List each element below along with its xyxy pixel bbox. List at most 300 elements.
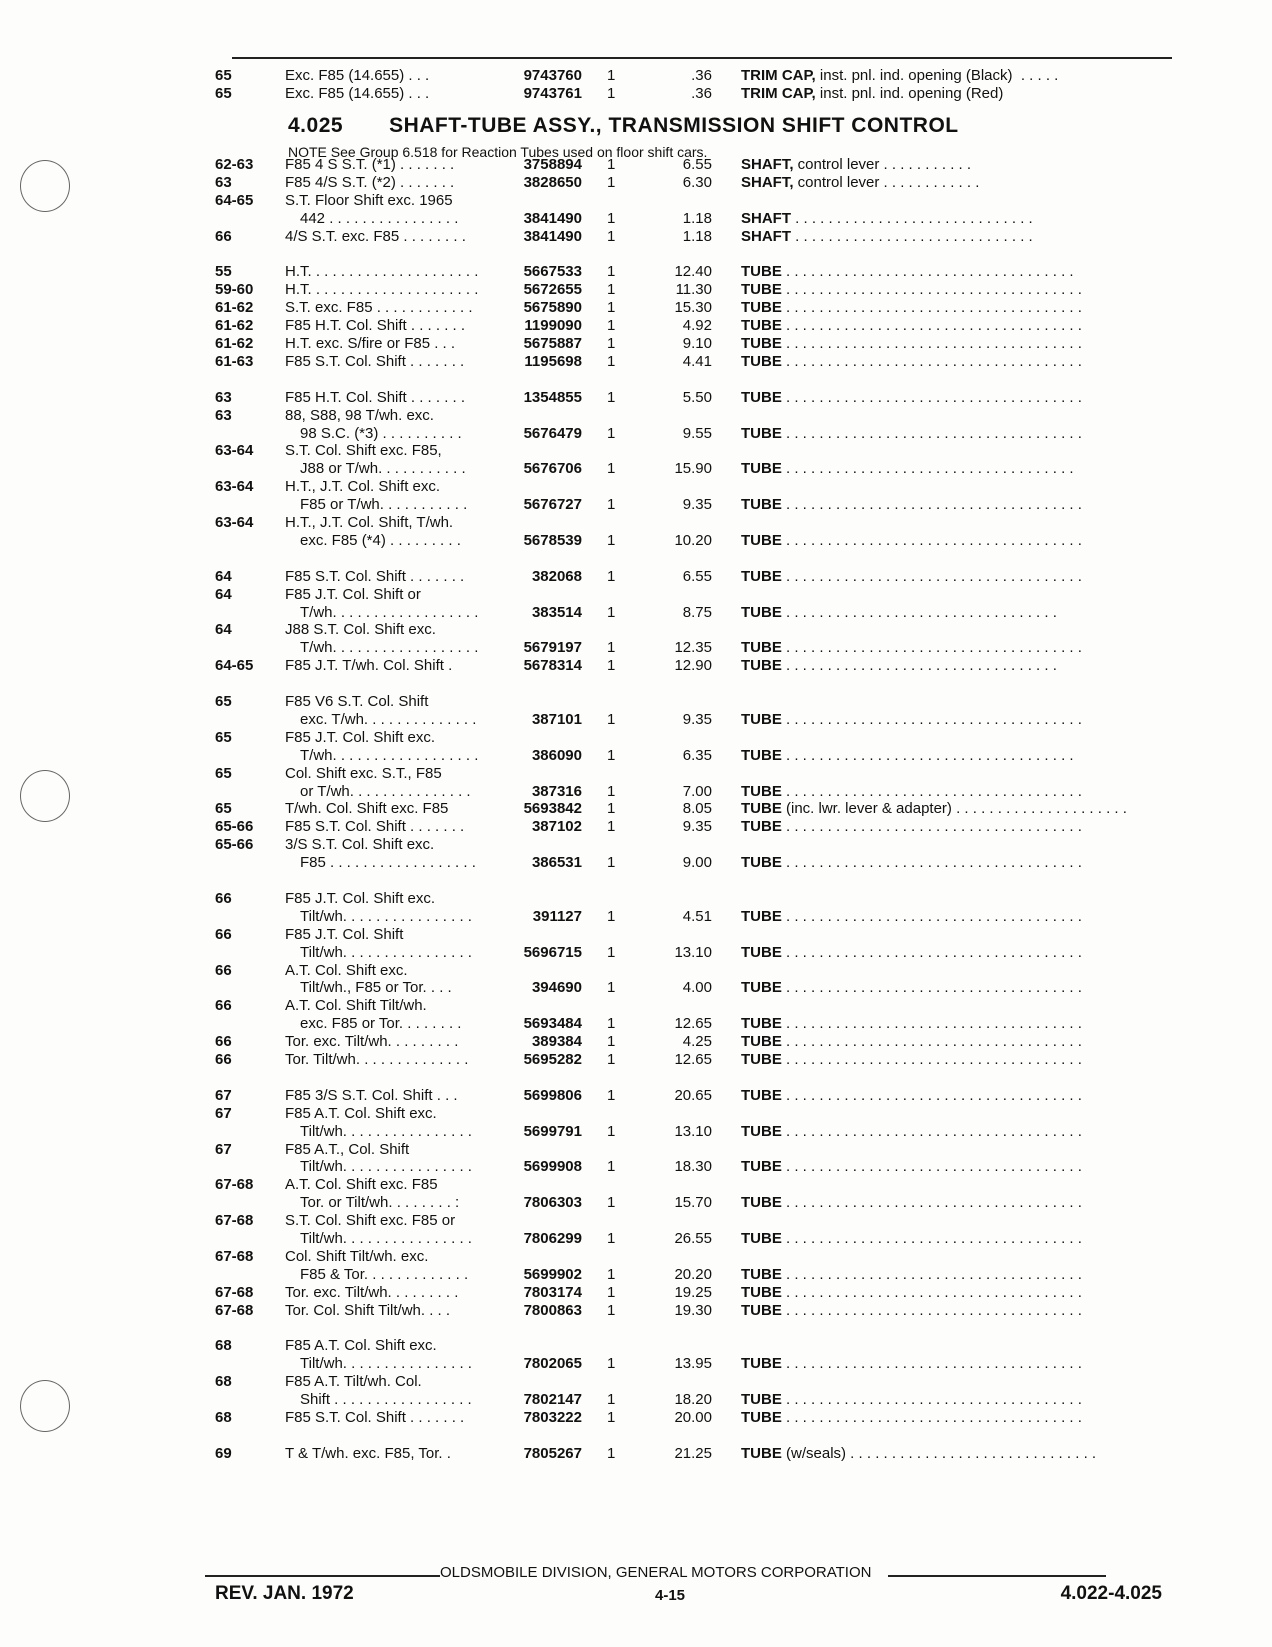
part-number-cell: 5675890 — [523, 299, 582, 317]
year-cell: 67 — [215, 1140, 232, 1158]
price-cell: 4.92 — [682, 317, 712, 335]
part-name-detail: . . . . . . . . . . . . . . . . . . . . . . . . . . . . . . . . . . . . — [781, 1015, 1082, 1033]
description-cell: T/wh. . . . . . . . . . . . . . . . . . — [300, 603, 479, 621]
table-row — [0, 514, 1272, 532]
part-name: SHAFT, — [741, 156, 794, 173]
price-cell: 19.25 — [674, 1283, 712, 1301]
year-cell: 61-62 — [215, 317, 254, 335]
part-name: TUBE — [741, 299, 782, 317]
description-cell: F85 A.T. Tilt/wh. Col. — [285, 1373, 422, 1391]
table-row — [0, 1176, 1272, 1194]
year-cell: 68 — [215, 1337, 232, 1355]
year-cell: 65 — [215, 764, 232, 782]
part-name-detail: . . . . . . . . . . . . . . . . . . . . . . . . . . . . . . . . . . . . — [781, 1230, 1082, 1247]
description-cell: exc. T/wh. . . . . . . . . . . . . . — [300, 710, 477, 728]
part-name: TUBE — [741, 1158, 782, 1176]
price-cell: 12.90 — [674, 657, 712, 675]
part-number-cell: 9743761 — [523, 85, 582, 102]
part-name-detail: (inc. lwr. lever & adapter) . . . . . . . . . . . . . . . . . . . . . — [781, 800, 1127, 818]
part-number-cell: 7803174 — [523, 1283, 582, 1301]
part-name-detail: . . . . . . . . . . . . . . . . . . . . . . . . . . . . . . . . . . . . — [781, 1051, 1082, 1068]
price-cell: 13.95 — [674, 1355, 712, 1373]
part-number-cell: 386531 — [531, 854, 582, 872]
quantity-cell: 1 — [607, 1230, 616, 1247]
part-name-detail: . . . . . . . . . . . . . . . . . . . . . . . . . . . . . . . . . . . . — [781, 1158, 1082, 1176]
year-cell: 64-65 — [215, 191, 254, 209]
part-name-cell — [741, 1230, 1082, 1248]
quantity-cell: 1 — [607, 531, 616, 549]
quantity-cell: 1 — [607, 281, 616, 299]
year-cell: 64 — [215, 585, 232, 603]
description-cell: S.T. Col. Shift exc. F85, — [285, 442, 442, 460]
year-cell: 66 — [215, 227, 232, 245]
part-name-cell — [741, 711, 1082, 729]
part-name: TUBE — [741, 710, 782, 728]
footer-revision: REV. JAN. 1972 — [215, 1583, 354, 1604]
part-number-cell: 389384 — [531, 1033, 582, 1051]
description-cell: F85 V6 S.T. Col. Shift — [285, 693, 429, 710]
table-row — [0, 532, 1272, 550]
part-number-cell: 5667533 — [523, 263, 582, 281]
price-cell: 4.25 — [682, 1033, 712, 1051]
part-name-detail: inst. pnl. ind. opening (Red) — [815, 85, 1004, 102]
part-name: TUBE — [741, 388, 782, 406]
price-cell: 20.65 — [674, 1086, 712, 1104]
table-row — [0, 1033, 1272, 1051]
price-cell: 20.00 — [674, 1409, 712, 1426]
part-name: TUBE — [741, 352, 782, 370]
footer-rule-left — [205, 1575, 440, 1577]
part-name-detail: . . . . . . . . . . . . . . . . . . . . . . . . . . . . . . . . . . . . — [781, 1301, 1082, 1319]
quantity-cell: 1 — [607, 818, 616, 836]
part-name: SHAFT, — [741, 173, 794, 191]
quantity-cell: 1 — [607, 746, 616, 764]
price-cell: 4.51 — [682, 907, 712, 925]
price-cell: 12.65 — [674, 1051, 712, 1068]
part-name-cell — [741, 299, 1082, 317]
price-cell: 7.00 — [682, 782, 712, 800]
part-name-detail: . . . . . . . . . . . . . . . . . . . . . . . . . . . . . . . . . . . . — [781, 1391, 1082, 1409]
price-cell: 15.70 — [674, 1194, 712, 1212]
year-cell: 65-66 — [215, 818, 254, 836]
description-cell: Tilt/wh. . . . . . . . . . . . . . . . — [300, 943, 472, 961]
table-row — [0, 263, 1272, 281]
description-cell: F85 S.T. Col. Shift . . . . . . . — [285, 818, 465, 836]
year-cell: 67 — [215, 1104, 232, 1122]
description-cell: Tilt/wh. . . . . . . . . . . . . . . . — [300, 1122, 472, 1140]
table-row — [0, 979, 1272, 997]
part-name: TUBE — [741, 1051, 782, 1068]
year-cell: 67-68 — [215, 1212, 254, 1230]
quantity-cell: 1 — [607, 263, 616, 281]
part-name: TUBE — [741, 1355, 782, 1373]
part-number-cell: 3828650 — [523, 173, 582, 191]
part-number-cell: 7803222 — [523, 1409, 582, 1426]
part-name-cell — [741, 532, 1082, 550]
year-cell: 65 — [215, 67, 232, 84]
description-cell: F85 S.T. Col. Shift . . . . . . . — [285, 352, 465, 370]
description-cell: T/wh. . . . . . . . . . . . . . . . . . — [300, 746, 479, 764]
year-cell: 67 — [215, 1086, 232, 1104]
description-cell: Tor. exc. Tilt/wh. . . . . . . . . — [285, 1033, 459, 1051]
year-cell: 61-62 — [215, 299, 254, 317]
part-name-cell — [741, 174, 979, 192]
part-name-detail: (w/seals) . . . . . . . . . . . . . . . . . . . . . . . . . . . . . . — [781, 1444, 1097, 1462]
part-number-cell: 5693484 — [523, 1015, 582, 1033]
year-cell: 62-63 — [215, 156, 254, 173]
part-name-cell — [741, 281, 1082, 299]
table-row — [0, 926, 1272, 944]
part-name-detail: . . . . . . . . . . . . . . . . . . . . . . . . . . . . . . . . . . . . — [781, 281, 1082, 299]
description-cell: Tor. exc. Tilt/wh. . . . . . . . . — [285, 1283, 459, 1301]
description-cell: J88 or T/wh. . . . . . . . . . . — [300, 460, 466, 478]
description-cell: F85 3/S S.T. Col. Shift . . . — [285, 1086, 458, 1104]
table-row — [0, 962, 1272, 980]
part-name: TUBE — [741, 424, 782, 442]
part-name-detail: . . . . . . . . . . . . . . . . . . . . . . . . . . . . . . . . . . . . — [781, 299, 1082, 317]
part-number-cell: 391127 — [532, 907, 582, 925]
description-cell: A.T. Col. Shift Tilt/wh. — [285, 997, 427, 1015]
part-name-cell — [741, 818, 1082, 836]
quantity-cell: 1 — [607, 227, 616, 245]
description-cell: S.T. Col. Shift exc. F85 or — [285, 1212, 456, 1230]
year-cell: 66 — [215, 997, 232, 1015]
description-cell: Tor. Col. Shift Tilt/wh. . . . — [285, 1301, 451, 1319]
part-name-detail: . . . . . . . . . . . . . . . . . . . . . . . . . . . . . . . . . . . . — [781, 907, 1082, 925]
year-cell: 66 — [215, 1051, 232, 1068]
description-cell: F85 A.T., Col. Shift — [285, 1140, 410, 1158]
description-cell: J88 S.T. Col. Shift exc. — [285, 621, 436, 639]
table-row — [0, 496, 1272, 514]
year-cell: 65 — [215, 693, 232, 710]
description-cell: exc. F85 or Tor. . . . . . . . — [300, 1015, 462, 1033]
table-row — [0, 836, 1272, 854]
quantity-cell: 1 — [607, 496, 616, 514]
description-cell: F85 & Tor. . . . . . . . . . . . . — [300, 1265, 469, 1283]
part-name: TUBE — [741, 800, 782, 818]
price-cell: 15.90 — [674, 460, 712, 478]
table-row — [0, 693, 1272, 711]
description-cell: Exc. F85 (14.655) . . . — [285, 85, 430, 102]
description-cell: Tor. Tilt/wh. . . . . . . . . . . . . . — [285, 1051, 469, 1068]
table-row — [0, 85, 1272, 103]
quantity-cell: 1 — [607, 352, 616, 370]
price-cell: 11.30 — [675, 281, 712, 299]
quantity-cell: 1 — [607, 979, 616, 997]
quantity-cell: 1 — [607, 173, 616, 191]
part-name-cell — [741, 657, 1057, 675]
table-row — [0, 478, 1272, 496]
part-number-cell: 3841490 — [523, 227, 582, 245]
table-row — [0, 1337, 1272, 1355]
part-name-detail: . . . . . . . . . . . . . . . . . . . . . . . . . . . . . . . . . . . . — [781, 1033, 1082, 1051]
quantity-cell: 1 — [607, 388, 616, 406]
description-cell: Tor. or Tilt/wh. . . . . . . . : — [300, 1194, 460, 1212]
year-cell: 55 — [215, 263, 232, 281]
footer-corporation: OLDSMOBILE DIVISION, GENERAL MOTORS CORPORATION — [440, 1564, 872, 1581]
part-name-cell — [741, 1123, 1082, 1141]
part-name: TRIM CAP, — [741, 85, 816, 102]
part-name-detail: . . . . . . . . . . . . . . . . . . . . . . . . . . . . . — [791, 209, 1033, 227]
table-row — [0, 299, 1272, 317]
footer-rule-right — [888, 1575, 1106, 1577]
table-row — [0, 1373, 1272, 1391]
year-cell: 64 — [215, 621, 232, 639]
year-cell: 65 — [215, 85, 232, 102]
quantity-cell: 1 — [607, 317, 616, 335]
table-row — [0, 639, 1272, 657]
price-cell: 15.30 — [674, 299, 712, 317]
table-row — [0, 335, 1272, 353]
table-row — [0, 174, 1272, 192]
part-name-cell — [741, 783, 1082, 801]
quantity-cell: 1 — [607, 1194, 616, 1212]
part-name-cell — [741, 908, 1082, 926]
price-cell: 9.00 — [682, 854, 712, 872]
part-name-cell — [741, 1033, 1082, 1051]
year-cell: 67-68 — [215, 1176, 254, 1194]
description-cell: S.T. exc. F85 . . . . . . . . . . . . — [285, 299, 473, 317]
quantity-cell: 1 — [607, 156, 616, 173]
description-cell: H.T. . . . . . . . . . . . . . . . . . . . . — [285, 263, 479, 281]
description-cell: F85 4/S S.T. (*2) . . . . . . . — [285, 173, 455, 191]
table-row — [0, 1391, 1272, 1409]
price-cell: 10.20 — [674, 531, 712, 549]
part-number-cell: 5699908 — [523, 1158, 582, 1176]
price-cell: 8.75 — [682, 603, 712, 621]
part-name-cell — [741, 85, 1003, 103]
part-name: TUBE — [741, 317, 782, 335]
price-cell: 6.55 — [682, 567, 712, 585]
part-name-cell — [741, 496, 1082, 514]
price-cell: 20.20 — [674, 1265, 712, 1283]
price-cell: 12.65 — [674, 1015, 712, 1033]
part-name-cell — [741, 317, 1082, 335]
price-cell: 9.35 — [682, 818, 712, 836]
description-cell: Col. Shift exc. S.T., F85 — [285, 764, 442, 782]
quantity-cell: 1 — [607, 1301, 616, 1319]
year-cell: 66 — [215, 1033, 232, 1051]
table-row — [0, 1087, 1272, 1105]
price-cell: 18.30 — [674, 1158, 712, 1176]
year-cell: 63-64 — [215, 514, 254, 531]
description-cell: Shift . . . . . . . . . . . . . . . . . — [300, 1391, 472, 1409]
part-name-detail: . . . . . . . . . . . . . . . . . . . . . . . . . . . . . . . . . . . . — [781, 943, 1082, 961]
part-name-detail: . . . . . . . . . . . . . . . . . . . . . . . . . . . . . . . . . — [781, 657, 1057, 675]
part-name: TUBE — [741, 496, 782, 514]
price-cell: 9.35 — [682, 710, 712, 728]
part-name-cell — [741, 1409, 1082, 1427]
part-name-cell — [741, 460, 1074, 478]
description-cell: F85 . . . . . . . . . . . . . . . . . . — [300, 854, 476, 872]
description-cell: H.T. exc. S/fire or F85 . . . — [285, 335, 456, 352]
description-cell: T/wh. Col. Shift exc. F85 — [285, 800, 449, 818]
part-name-detail: . . . . . . . . . . . . . . . . . . . . . . . . . . . . . . . . . . . . — [781, 1122, 1082, 1140]
part-name-cell — [741, 1194, 1082, 1212]
description-cell: 442 . . . . . . . . . . . . . . . . — [300, 209, 459, 227]
quantity-cell: 1 — [607, 907, 616, 925]
year-cell: 65 — [215, 728, 232, 746]
part-number-cell: 5699791 — [523, 1122, 582, 1140]
part-number-cell: 386090 — [531, 746, 582, 764]
part-number-cell: 5676706 — [523, 460, 582, 478]
description-cell: T & T/wh. exc. F85, Tor. . — [285, 1444, 451, 1462]
part-name-cell — [741, 228, 1033, 246]
year-cell: 64 — [215, 567, 232, 585]
quantity-cell: 1 — [607, 567, 616, 585]
table-row — [0, 783, 1272, 801]
table-row — [0, 997, 1272, 1015]
year-cell: 66 — [215, 889, 232, 907]
part-name-detail: . . . . . . . . . . . . . . . . . . . . . . . . . . . . . . . . . . . . — [781, 335, 1082, 352]
part-number-cell: 5696715 — [523, 943, 582, 961]
description-cell: S.T. Floor Shift exc. 1965 — [285, 191, 453, 209]
part-number-cell: 7805267 — [523, 1444, 582, 1462]
part-name-detail: . . . . . . . . . . . . . . . . . . . . . . . . . . . . . . . . . . . . — [781, 818, 1082, 836]
part-name-cell — [741, 1087, 1082, 1105]
table-row — [0, 800, 1272, 818]
part-name-cell — [741, 639, 1082, 657]
part-name: TUBE — [741, 567, 782, 585]
price-cell: 4.41 — [682, 352, 712, 370]
quantity-cell: 1 — [607, 1265, 616, 1283]
part-name-detail: . . . . . . . . . . . . . . . . . . . . . . . . . . . . . . . . . — [781, 603, 1057, 621]
price-cell: 26.55 — [674, 1230, 712, 1247]
part-name: TUBE — [741, 460, 782, 478]
part-name-detail: . . . . . . . . . . . . . . . . . . . . . . . . . . . . . . . . . . . — [781, 746, 1074, 764]
table-row — [0, 944, 1272, 962]
description-cell: Tilt/wh. . . . . . . . . . . . . . . . — [300, 907, 472, 925]
part-number-cell: 382068 — [531, 567, 582, 585]
table-row — [0, 854, 1272, 872]
footer-page-number: 4-15 — [655, 1587, 686, 1604]
part-name: TUBE — [741, 1086, 782, 1104]
price-cell: 12.35 — [674, 639, 712, 657]
table-row — [0, 407, 1272, 425]
year-cell: 69 — [215, 1444, 232, 1462]
quantity-cell: 1 — [607, 657, 616, 675]
part-name-cell — [741, 568, 1082, 586]
part-name-cell — [741, 210, 1033, 228]
part-number-cell: 5699902 — [523, 1265, 582, 1283]
year-cell: 63 — [215, 406, 232, 424]
table-row — [0, 621, 1272, 639]
description-cell: F85 J.T. Col. Shift or — [285, 585, 421, 603]
part-number-cell: 7806303 — [523, 1194, 582, 1212]
part-name: TUBE — [741, 1265, 782, 1283]
table-row — [0, 210, 1272, 228]
part-name: TUBE — [741, 1444, 782, 1462]
part-name-detail: . . . . . . . . . . . . . . . . . . . . . . . . . . . . . . . . . . . . — [781, 710, 1082, 728]
part-name-detail: . . . . . . . . . . . . . . . . . . . . . . . . . . . . . . . . . . . — [781, 460, 1074, 478]
description-cell: F85 J.T. T/wh. Col. Shift . — [285, 657, 453, 675]
part-number-cell: 5675887 — [523, 335, 582, 352]
price-cell: 1.18 — [682, 227, 712, 245]
part-name: TUBE — [741, 854, 782, 872]
part-name: TUBE — [741, 979, 782, 997]
quantity-cell: 1 — [607, 299, 616, 317]
quantity-cell: 1 — [607, 1355, 616, 1373]
description-cell: 4/S S.T. exc. F85 . . . . . . . . — [285, 227, 466, 245]
table-row — [0, 765, 1272, 783]
part-name-cell — [741, 747, 1074, 765]
price-cell: 8.05 — [682, 800, 712, 818]
table-row — [0, 729, 1272, 747]
part-name-detail: inst. pnl. ind. opening (Black) . . . . . — [815, 67, 1059, 84]
part-number-cell: 387316 — [531, 782, 582, 800]
part-name: TUBE — [741, 1194, 782, 1212]
part-name-cell — [741, 389, 1082, 407]
part-name: TUBE — [741, 818, 782, 836]
part-name-cell — [741, 1015, 1082, 1033]
table-row — [0, 389, 1272, 407]
part-name-detail: . . . . . . . . . . . . . . . . . . . . . . . . . . . . . . . . . . . . — [781, 1265, 1082, 1283]
description-cell: exc. F85 (*4) . . . . . . . . . — [300, 531, 461, 549]
part-name: TUBE — [741, 1283, 782, 1301]
part-name-detail: . . . . . . . . . . . . . . . . . . . . . . . . . . . . . . . . . . . . — [781, 496, 1082, 514]
part-name: TUBE — [741, 907, 782, 925]
part-name-detail: . . . . . . . . . . . . . . . . . . . . . . . . . . . . . . . . . . . . — [781, 1086, 1082, 1104]
part-name-cell — [741, 263, 1074, 281]
price-cell: 12.40 — [674, 263, 712, 281]
description-cell: H.T. . . . . . . . . . . . . . . . . . . . . — [285, 281, 479, 299]
table-row — [0, 460, 1272, 478]
description-cell: A.T. Col. Shift exc. — [285, 961, 408, 979]
description-cell: F85 J.T. Col. Shift — [285, 925, 404, 943]
section-title: SHAFT-TUBE ASSY., TRANSMISSION SHIFT CONTROL — [389, 114, 959, 137]
quantity-cell: 1 — [607, 710, 616, 728]
table-row — [0, 568, 1272, 586]
part-name: TUBE — [741, 1391, 782, 1409]
price-cell: 21.25 — [674, 1444, 712, 1462]
description-cell: Tilt/wh. . . . . . . . . . . . . . . . — [300, 1230, 472, 1247]
price-cell: 9.10 — [682, 335, 712, 352]
year-cell: 67-68 — [215, 1301, 254, 1319]
year-cell: 63-64 — [215, 478, 254, 496]
table-row — [0, 657, 1272, 675]
year-cell: 65-66 — [215, 836, 254, 854]
part-name-detail: . . . . . . . . . . . . . . . . . . . . . . . . . . . . . . . . . . . . — [781, 1409, 1082, 1426]
part-name-detail: control lever . . . . . . . . . . . — [793, 156, 972, 173]
section-heading — [288, 114, 959, 138]
part-name-cell — [741, 1051, 1082, 1069]
year-cell: 63-64 — [215, 442, 254, 460]
part-number-cell: 3841490 — [523, 209, 582, 227]
price-cell: 19.30 — [674, 1301, 712, 1319]
part-name-cell — [741, 1302, 1082, 1320]
part-name-detail: . . . . . . . . . . . . . . . . . . . . . . . . . . . . . . . . . . . . — [781, 639, 1082, 657]
part-number-cell: 7802065 — [523, 1355, 582, 1373]
part-name: TUBE — [741, 335, 782, 352]
part-name-cell — [741, 1445, 1096, 1463]
part-number-cell: 387102 — [531, 818, 582, 836]
part-number-cell: 394690 — [531, 979, 582, 997]
part-name-detail: . . . . . . . . . . . . . . . . . . . . . . . . . . . . . . . . . . . . — [781, 567, 1082, 585]
year-cell: 61-63 — [215, 352, 254, 370]
table-row — [0, 425, 1272, 443]
part-name: TUBE — [741, 1122, 782, 1140]
quantity-cell: 1 — [607, 854, 616, 872]
part-number-cell: 5699806 — [523, 1086, 582, 1104]
top-rule — [232, 57, 1172, 59]
table-row — [0, 818, 1272, 836]
quantity-cell: 1 — [607, 800, 616, 818]
year-cell: 67-68 — [215, 1247, 254, 1265]
price-cell: 1.18 — [682, 209, 712, 227]
price-cell: .36 — [691, 85, 712, 102]
quantity-cell: 1 — [607, 639, 616, 657]
year-cell: 68 — [215, 1373, 232, 1391]
